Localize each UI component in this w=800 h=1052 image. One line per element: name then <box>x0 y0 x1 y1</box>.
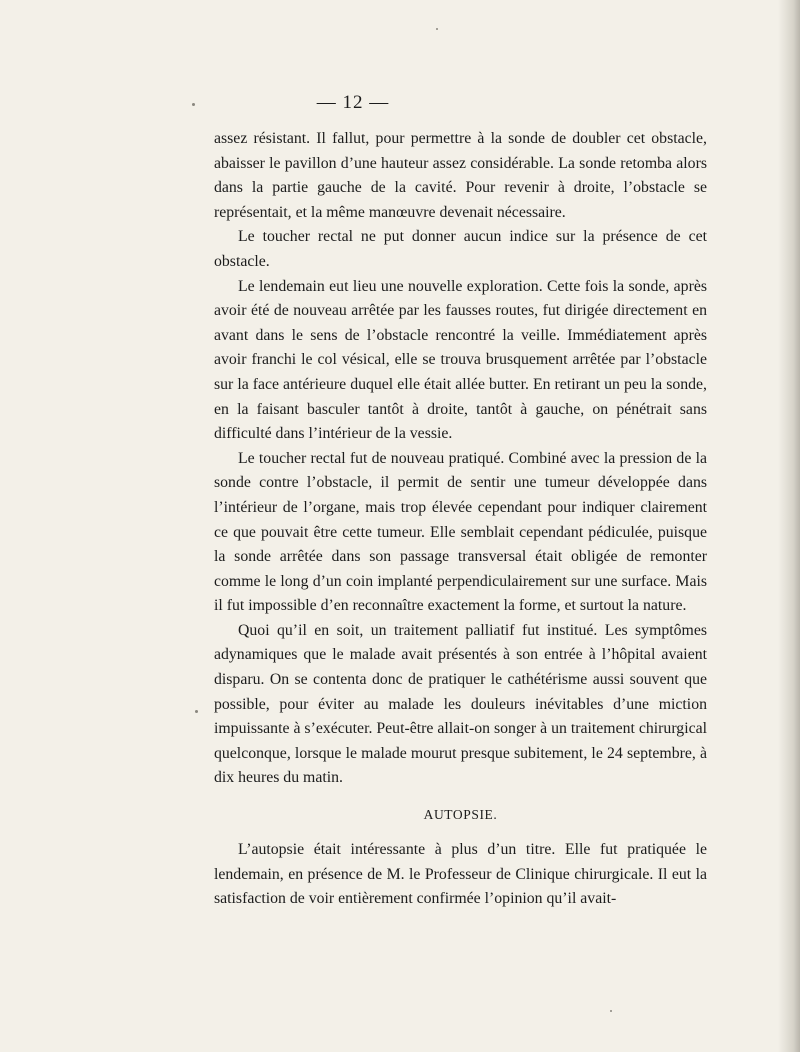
paper-speck <box>436 28 438 30</box>
page-number: — 12 — <box>316 92 390 113</box>
page-edge-shadow <box>778 0 800 1052</box>
paragraph: Le toucher rectal ne put donner aucun indice sur la présence de cet obstacle. <box>214 228 707 270</box>
paragraph: L’autopsie était intéressante à plus d’un titre. Elle fut pratiquée le lendemain, en présence de M. le Professeur de Clinique chirurgicale. Il eut la satisfaction de voir entièrement confirmée l’opinion qu’il avait- <box>214 841 707 908</box>
paragraph: assez résistant. Il fallut, pour permettre à la sonde de doubler cet obstacle, abaisser le pavillon d’une hauteur assez considérable. La sonde retomba alors dans la partie gauche de la cavité. Pour revenir à droite, l’obstacle se représentait, et la même manœuvre devenait nécessaire. <box>214 130 707 221</box>
body-text <box>214 127 707 912</box>
paragraph: Le toucher rectal fut de nouveau pratiqué. Combiné avec la pression de la sonde contre l’obstacle, il permit de sentir une tumeur développée dans l’intérieur de l’organe, mais trop élevée cependant pour indiquer clairement ce que pouvait être cette tumeur. Elle semblait cependant pédiculée, puisque la sonde arrêtée dans son passage transversal était obligée de remonter comme le long d’un coin implanté perpendiculairement sur une surface. Mais il fut impossible d’en reconnaître exactement la forme, et surtout la nature. <box>214 449 707 615</box>
section-heading: AUTOPSIE. <box>423 807 498 823</box>
paper-speck <box>610 1010 612 1012</box>
paragraph: Le lendemain eut lieu une nouvelle exploration. Cette fois la sonde, après avoir été de nouveau arrêtée par les fausses routes, fut dirigée directement en avant dans le sens de l’obstacle rencontré la veille. Immédiatement après avoir franchi le col vésical, elle se trouva brusquement arrêtée par l’obstacle sur la face antérieure duquel elle était allée butter. En retirant un peu la sonde, en la faisant basculer tantôt à droite, tantôt à gauche, on pénétrait sans difficulté dans l’intérieur de la vessie. <box>214 277 707 443</box>
paragraph: Quoi qu’il en soit, un traitement palliatif fut institué. Les symptômes adynamiques que le malade avait présentés à son entrée à l’hôpital avaient disparu. On se contenta donc de pratiquer le cathétérisme aussi souvent que possible, pour éviter au malade les douleurs inévitables d’une miction impuissante à s’exécuter. Peut-être allait-on songer à un traitement chirurgical quelconque, lorsque le malade mourut presque subitement, le 24 septembre, à dix heures du matin. <box>214 621 707 787</box>
paper-speck <box>195 710 198 713</box>
